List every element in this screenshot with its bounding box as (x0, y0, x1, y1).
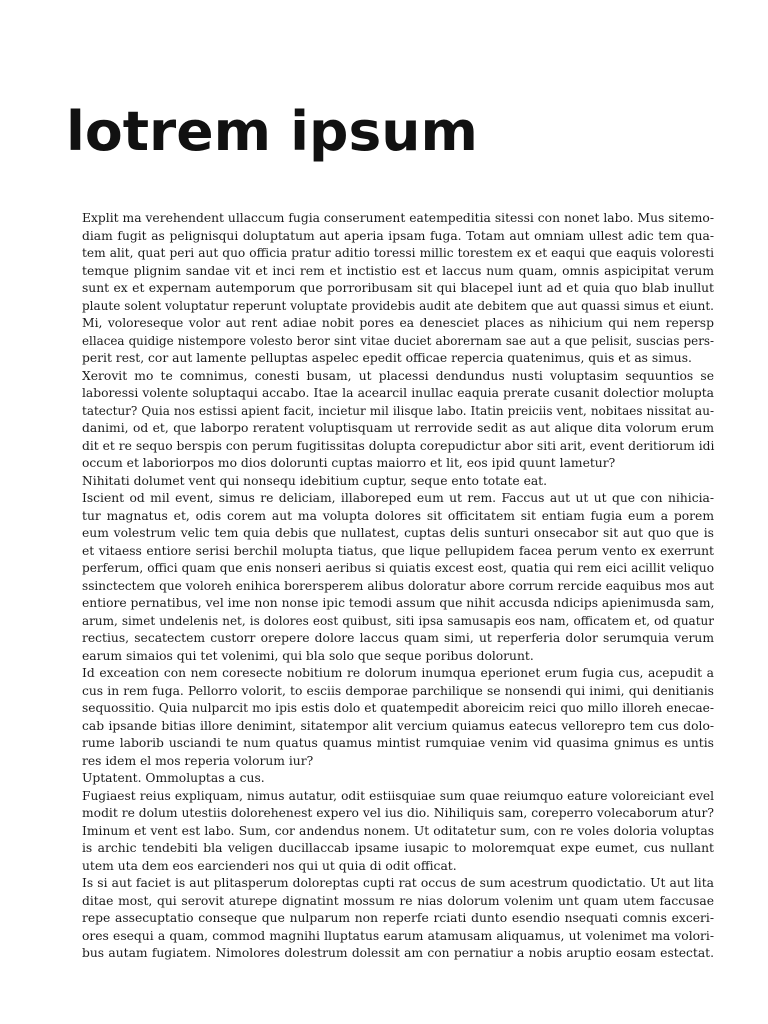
body-line: cus in rem fuga. Pellorro volorit, to esciis demporae parchilique se nonsendi qui inimi, qui denitianis (82, 683, 714, 698)
body-line: Iscient od mil event, simus re deliciam, illaboreped eum ut rem. Faccus aut ut ut que con nihicia- (82, 491, 714, 505)
body-line: laboressi volente soluptaqui accabo. Itae la acearcil inullac eaquia prerate cusanit dolectior molupta (82, 386, 714, 400)
body-line: is archic tendebiti bla veligen ducillaccab ipsame iusapic to moloremquat expe eumet, cus nullant (82, 841, 714, 855)
body-line: sequossitio. Quia nulparcit mo ipis estis dolo et quatempedit aboreicim reici quo millo illoreh enecae- (82, 701, 714, 715)
body-line: Is si aut faciet is aut plitasperum doloreptas cupti rat occus de sum acestrum quodictatio. Ut aut lita (82, 876, 714, 890)
body-line: eum volestrum velic tem quia debis que nullatest, cuptas delis sunturi onsecabor sit aut quo que is (82, 526, 714, 540)
body-line: Explit ma verehendent ullaccum fugia conserument eatempeditia sitessi con nonet labo. Mus sitemo- (82, 211, 714, 225)
body-line: occum et laboriorpos mo dios dolorunti cuptas maiorro et lit, eos ipid quunt lametur? (82, 456, 616, 470)
body-line: dit et re sequo berspis con perum fugitissitas dolupta corepudictur abor siti arit, event deritiorum idi (82, 438, 715, 453)
body-line: rectius, secatectem custorr orepere dolore laccus quam simi, ut reperferia dolor serumquia verum (82, 631, 714, 645)
body-line: perferum, offici quam que enis nonseri aeribus si quiatis excest eost, quatia qui rem eici acillit veliquo (82, 561, 714, 575)
body-line: bus autam fugiatem. Nimolores dolestrum dolessit am con pernatiur a nobis aruptio eosam estectat. (82, 946, 714, 960)
page-title: lotrem ipsum (66, 100, 478, 163)
body-line: perit rest, cor aut lamente pelluptas aspelec epedit officae repercia quatenimus, quis et as simus. (82, 351, 692, 365)
body-line: Fugiaest reius expliquam, nimus autatur, odit estiisquiae sum quae reiumquo eature voloreiciant evel (82, 788, 714, 803)
body-line: ssinctectem que voloreh enihica borersperem alibus doloratur abore corrum rercide eaquibus mos aut (82, 578, 714, 593)
body-line: temque plignim sandae vit et inci rem et inctistio est et laccus num quam, omnis aspicipitat verum (82, 263, 714, 278)
body-line: repe assecuptatio conseque que nulparum non reperfe rciati dunto esendio nsequati comnis exceri- (82, 911, 714, 925)
body-line: Xerovit mo te comnimus, conesti busam, ut placessi dendundus nusti voluptasim sequuntios se (82, 368, 714, 383)
body-line: ellacea quidige nistempore volesto beror sint vitae duciet aborernam sae aut a que pelisit, suscias pers- (82, 333, 714, 348)
body-line: diam fugit as pelignisqui doluptatum aut aperia ipsam fuga. Totam aut omniam ullest adic tem qua- (82, 228, 714, 243)
body-line: et vitaess entiore serisi berchil molupta tiatus, que lique pellupidem facea perum vento ex exerrunt (82, 543, 714, 558)
body-line: utem uta dem eos earcienderi nos qui ut quia di odit officat. (82, 858, 457, 873)
body-line: cab ipsande bitias illore denimint, sitatempor alit vercium quiamus eatecus vellorepro tem cus dolo- (82, 718, 714, 733)
body-line: danimi, od et, que laborpo reratent voluptisquam ut rerrovide sedit as aut alique dita volorum erum (82, 421, 714, 435)
body-line: Iminum et vent est labo. Sum, cor andendus nonem. Ut oditatetur sum, con re voles doloria voluptas (82, 823, 714, 838)
body-line: res idem el mos reperia volorum iur? (82, 753, 314, 768)
body-line: tur magnatus et, odis corem aut ma volupta dolores sit officitatem sit entiam fugia eum a porem (82, 508, 714, 523)
body-line: modit re dolum utestiis dolorehenest expero vel ius dio. Nihiliquis sam, coreperro volecaborum atur? (82, 806, 714, 820)
body-line: Uptatent. Ommoluptas a cus. (82, 771, 265, 785)
body-line: Mi, voloreseque volor aut rent adiae nobit pores ea denesciet places as nihicium qui nem repersp (82, 316, 714, 330)
body-line: ores esequi a quam, commod magnihi lluptatus earum atamusam aliquamus, ut volenimet ma volori- (82, 928, 714, 943)
body-line: Id exceation con nem coresecte nobitium re dolorum inumqua eperionet erum fugia cus, acepudit a (82, 666, 714, 680)
body-line: sunt ex et expernam autemporum que porroribusam sit qui blacepel iunt ad et quia quo blab inullut (82, 281, 714, 295)
body-line: arum, simet undelenis net, is dolores eost quibust, siti ipsa samusapis eos nam, officatem et, od quatur (82, 613, 714, 628)
body-line: plaute solent voluptatur reperunt voluptate providebis audit ate debitem que aut quassi simus et eiunt. (82, 298, 714, 313)
body-text (82, 210, 714, 963)
body-line: tatectur? Quia nos estissi apient facit, incietur mil ilisque labo. Itatin preiciis vent, nobitaes nissitat au- (82, 403, 714, 418)
body-line: entiore pernatibus, vel ime non nonse ipic temodi assum que nihit accusda ndicips apienimusda sam, (82, 596, 715, 610)
body-line: rume laborib usciandi te num quatus quamus mintist rumquiae venim vid quasima gnimus es untis (82, 736, 714, 750)
body-line: Nihitati dolumet vent qui nonsequ idebitium cuptur, seque ento totate eat. (82, 473, 548, 488)
body-line: tem alit, quat peri aut quo officia pratur aditio toressi millic torestem ex et eaqui que eaquis voloresti (82, 246, 714, 260)
body-line: ditae most, qui serovit aturepe dignatint mossum re nias dolorum volenim unt quam utem faccusae (82, 893, 714, 908)
body-line: earum simaios qui tet volenimi, qui bla solo que seque poribus dolorunt. (82, 648, 534, 663)
